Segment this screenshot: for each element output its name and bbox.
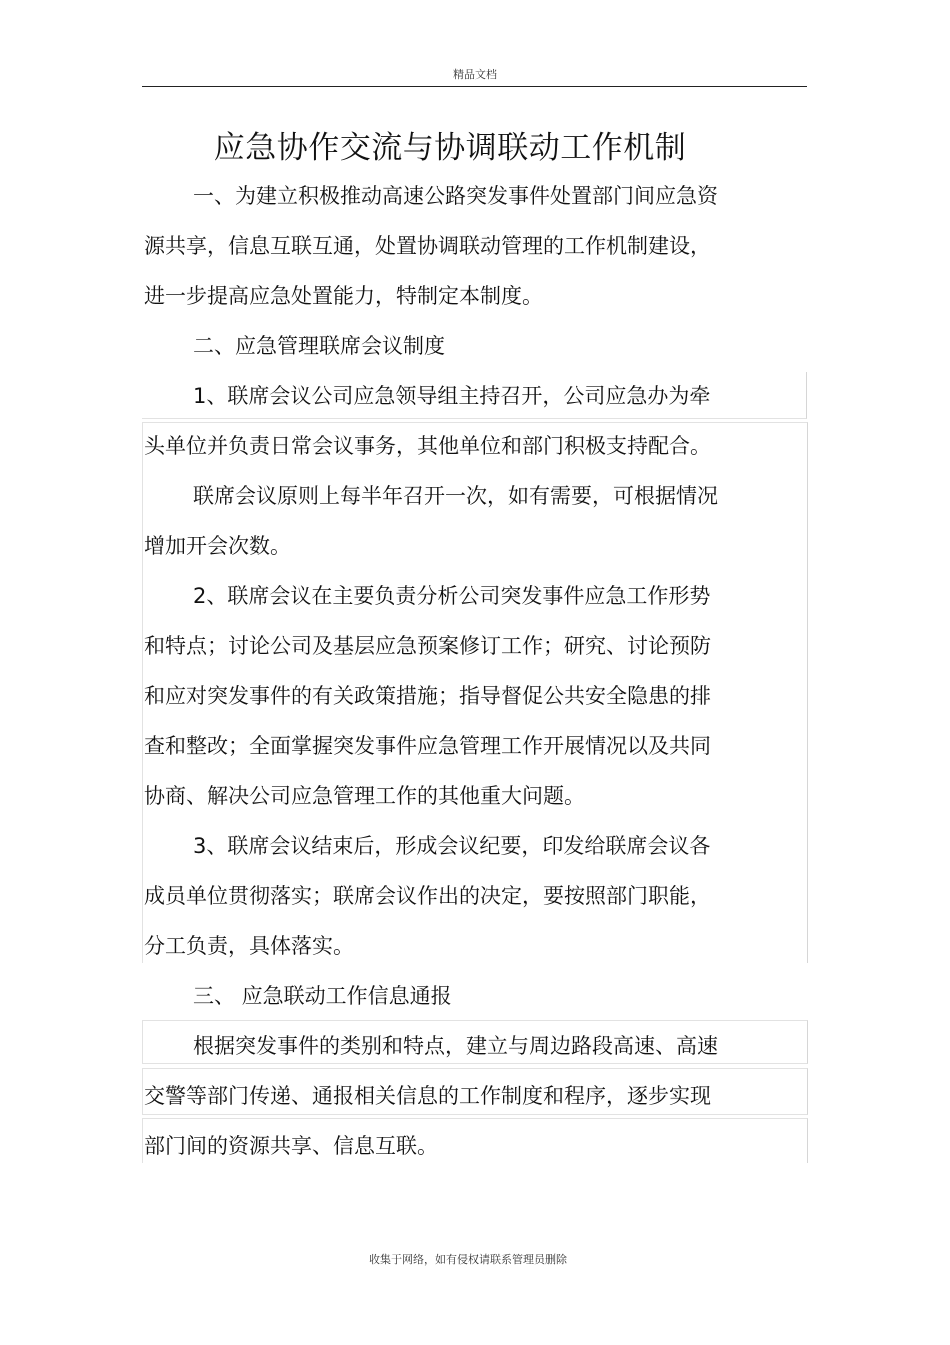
paragraph-line: 协商、解决公司应急管理工作的其他重大问题。 — [144, 784, 585, 808]
paragraph-line: 分工负责，具体落实。 — [144, 934, 354, 958]
paragraph-line: 3、联席会议结束后，形成会议纪要，印发给联席会议各 — [193, 834, 711, 858]
header-divider — [142, 86, 807, 87]
paragraph-line: 头单位并负责日常会议事务，其他单位和部门积极支持配合。 — [144, 434, 711, 458]
paragraph-line: 增加开会次数。 — [144, 534, 291, 558]
paragraph-line: 部门间的资源共享、信息互联。 — [144, 1134, 438, 1158]
section-heading: 二、应急管理联席会议制度 — [193, 334, 445, 358]
paragraph-line: 联席会议原则上每半年召开一次，如有需要，可根据情况 — [193, 484, 718, 508]
section-heading: 三、 应急联动工作信息通报 — [193, 984, 452, 1008]
document-title: 应急协作交流与协调联动工作机制 — [213, 130, 687, 166]
paragraph-line: 和特点；讨论公司及基层应急预案修订工作；研究、讨论预防 — [144, 634, 711, 658]
paragraph-line: 2、联席会议在主要负责分析公司突发事件应急工作形势 — [193, 584, 711, 608]
paragraph-line: 进一步提高应急处置能力，特制定本制度。 — [144, 284, 543, 308]
paragraph-line: 交警等部门传递、通报相关信息的工作制度和程序，逐步实现 — [144, 1084, 711, 1108]
paragraph-line: 1、联席会议公司应急领导组主持召开，公司应急办为牵 — [193, 384, 711, 408]
paragraph-line: 和应对突发事件的有关政策措施；指导督促公共安全隐患的排 — [144, 684, 711, 708]
paragraph-line: 一、为建立积极推动高速公路突发事件处置部门间应急资 — [193, 184, 718, 208]
page-header: 精品文档 — [453, 68, 497, 81]
paragraph-line: 根据突发事件的类别和特点，建立与周边路段高速、高速 — [193, 1034, 718, 1058]
paragraph-line: 源共享，信息互联互通，处置协调联动管理的工作机制建设， — [144, 234, 711, 258]
paragraph-line: 查和整改；全面掌握突发事件应急管理工作开展情况以及共同 — [144, 734, 711, 758]
paragraph-line: 成员单位贯彻落实；联席会议作出的决定，要按照部门职能， — [144, 884, 711, 908]
page-footer: 收集于网络，如有侵权请联系管理员删除 — [369, 1253, 567, 1266]
